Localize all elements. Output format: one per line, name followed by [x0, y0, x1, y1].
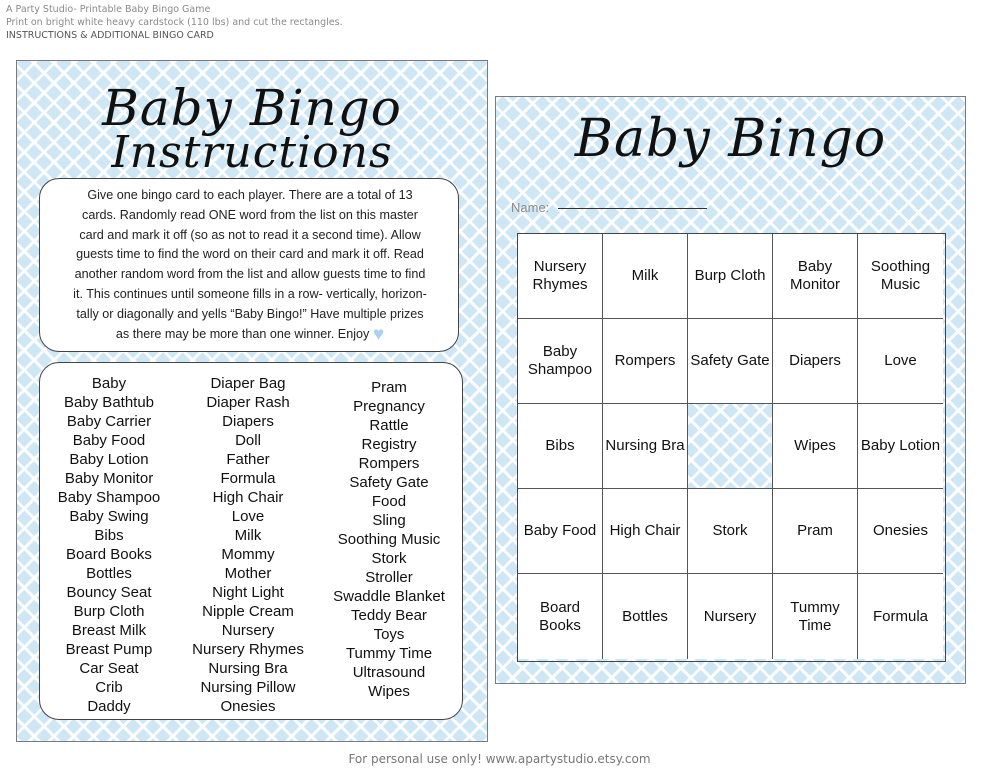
word-list-item: Breast Pump	[65, 641, 153, 658]
bingo-cell: Pram	[773, 489, 858, 574]
bingo-cell: Onesies	[858, 489, 943, 574]
word-list-item: Baby Swing	[69, 508, 149, 525]
word-list-item: Registry	[361, 436, 417, 453]
word-list-item: Nursing Pillow	[200, 679, 296, 696]
page-header	[6, 3, 343, 42]
instructions-line: card and mark it off (so as not to read it a second time). Allow	[79, 227, 421, 242]
bingo-cell: High Chair	[603, 489, 688, 574]
name-field	[511, 197, 711, 213]
word-list-item: Milk	[234, 527, 262, 544]
word-list-item: Nursing Bra	[208, 660, 288, 677]
heart-icon: ♥	[372, 323, 385, 345]
bingo-card-title: Baby Bingo	[574, 109, 887, 169]
word-list-item: Baby Food	[72, 432, 146, 449]
word-list-item: Board Books	[66, 546, 152, 563]
word-list-item: High Chair	[212, 489, 284, 506]
word-list-item: Baby Lotion	[69, 451, 149, 468]
instructions-line: guests time to find the word on their card and mark it off. Read	[76, 247, 424, 262]
word-list-item: Father	[226, 451, 270, 468]
word-list-item: Baby Monitor	[64, 470, 154, 487]
word-list-item: Love	[231, 508, 265, 525]
word-list-column-3	[318, 378, 460, 701]
word-list-column-1	[42, 374, 176, 716]
footer-text: For personal use only! www.apartystudio.etsy.com	[348, 752, 651, 766]
word-list-item: Bibs	[94, 527, 124, 544]
bingo-cell: Nursery Rhymes	[518, 234, 603, 319]
bingo-free-space	[688, 404, 773, 489]
instructions-title-line-1: Baby Bingo	[102, 79, 402, 137]
word-list-item: Baby Carrier	[66, 413, 152, 430]
word-list-item: Diaper Bag	[210, 375, 286, 392]
bingo-cell: Burp Cloth	[688, 234, 773, 319]
bingo-cell: Tummy Time	[773, 574, 858, 659]
bingo-cell: Bibs	[518, 404, 603, 489]
word-list-item: Stork	[371, 550, 407, 567]
instructions-line-text: as there may be more than one winner. Enjoy	[115, 326, 370, 341]
word-list-item: Rompers	[358, 455, 420, 472]
word-list-item: Rattle	[369, 417, 409, 434]
bingo-cell: Love	[858, 319, 943, 404]
instructions-card	[16, 60, 488, 742]
instructions-text	[52, 186, 448, 344]
bingo-cell: Soothing Music	[858, 234, 943, 319]
word-list-item: Food	[371, 493, 407, 510]
word-list-item: Nipple Cream	[202, 603, 294, 620]
word-list-item: Stroller	[365, 569, 413, 586]
instructions-line: tally or diagonally and yells “Baby Bingo!” Have multiple prizes	[76, 306, 424, 321]
bingo-cell: Board Books	[518, 574, 603, 659]
bingo-cell: Diapers	[773, 319, 858, 404]
word-list-item: Baby	[91, 375, 127, 392]
word-list-item: Nursery	[221, 622, 275, 639]
header-line-1: A Party Studio- Printable Baby Bingo Game	[6, 4, 211, 15]
name-label: Name:	[511, 200, 550, 215]
bingo-cell: Baby Food	[518, 489, 603, 574]
bingo-cell: Baby Shampoo	[518, 319, 603, 404]
bingo-cell: Rompers	[603, 319, 688, 404]
word-list-item: Nursery Rhymes	[192, 641, 304, 658]
word-list-item: Safety Gate	[349, 474, 429, 491]
word-list-item: Breast Milk	[71, 622, 147, 639]
bingo-cell: Baby Lotion	[858, 404, 943, 489]
word-list-item: Baby Bathtub	[63, 394, 155, 411]
word-list-box	[39, 362, 463, 720]
word-list-item: Pregnancy	[353, 398, 425, 415]
word-list-item: Swaddle Blanket	[333, 588, 445, 605]
word-list-item: Soothing Music	[337, 531, 441, 548]
word-list-item: Mother	[224, 565, 272, 582]
word-list-item: Tummy Time	[345, 645, 433, 662]
word-list-item: Ultrasound	[352, 664, 426, 681]
bingo-grid	[517, 233, 946, 662]
bingo-cell: Bottles	[603, 574, 688, 659]
bingo-cell: Safety Gate	[688, 319, 773, 404]
bingo-cell: Wipes	[773, 404, 858, 489]
word-list-item: Bottles	[86, 565, 132, 582]
word-list-item: Daddy	[87, 698, 131, 715]
instructions-line: it. This continues until someone fills in a row- vertically, horizon-	[73, 286, 427, 301]
bingo-cell: Baby Monitor	[773, 234, 858, 319]
word-list-item: Diaper Rash	[206, 394, 290, 411]
word-list-item: Sling	[372, 512, 406, 529]
instructions-line: another random word from the list and allow guests time to find	[74, 267, 426, 282]
bingo-card	[495, 96, 966, 684]
bingo-cell: Stork	[688, 489, 773, 574]
word-list-item: Baby Shampoo	[57, 489, 161, 506]
word-list-item: Diapers	[222, 413, 274, 430]
instructions-title-line-2: Instructions	[111, 127, 393, 178]
instructions-line-last	[52, 325, 448, 345]
word-list-item: Bouncy Seat	[66, 584, 152, 601]
instructions-box	[39, 178, 459, 352]
word-list-item: Car Seat	[79, 660, 139, 677]
instructions-line: cards. Randomly read ONE word from the list on this master	[82, 207, 418, 222]
word-list-item: Doll	[235, 432, 261, 449]
word-list-item: Night Light	[212, 584, 284, 601]
word-list-item: Burp Cloth	[73, 603, 145, 620]
header-line-2: Print on bright white heavy cardstock (110 lbs) and cut the rectangles.	[6, 17, 343, 28]
header-line-3: INSTRUCTIONS & ADDITIONAL BINGO CARD	[6, 30, 214, 41]
word-list-item: Crib	[95, 679, 123, 696]
word-list-item: Onesies	[220, 698, 276, 715]
word-list-item: Teddy Bear	[351, 607, 427, 624]
instructions-line: Give one bingo card to each player. There are a total of 13	[87, 188, 413, 202]
word-list-item: Toys	[373, 626, 405, 643]
word-list-item: Mommy	[221, 546, 275, 563]
bingo-cell: Nursery	[688, 574, 773, 659]
bingo-cell: Nursing Bra	[603, 404, 688, 489]
word-list-item: Pram	[371, 379, 407, 396]
name-line	[558, 208, 707, 209]
bingo-cell: Formula	[858, 574, 943, 659]
word-list-item: Wipes	[368, 683, 410, 700]
word-list-item: Formula	[220, 470, 276, 487]
word-list-column-2	[176, 374, 320, 716]
bingo-cell: Milk	[603, 234, 688, 319]
